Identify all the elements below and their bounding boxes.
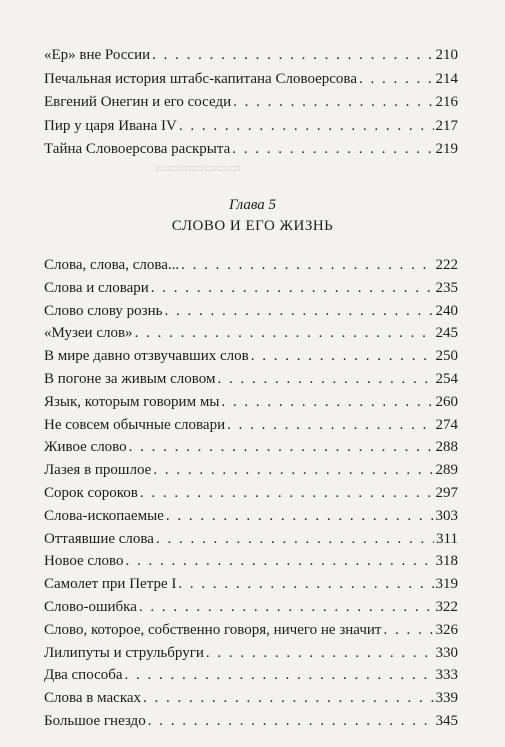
dot-leader [221,391,433,413]
toc-entry-page-number: 250 [435,348,458,365]
toc-entry-title: Слова и словари [44,279,149,296]
toc-entry-title: Пир у царя Ивана IV [44,117,177,134]
toc-entry-page-number: 260 [435,393,458,410]
toc-entry-title: Два способа [44,667,123,684]
toc-entry [44,619,458,641]
toc-entry-page-number: 339 [435,690,458,707]
toc-entry-title: Слова, слова, слова... [44,257,180,273]
toc-entry [44,573,458,595]
dot-leader [181,254,433,276]
toc-entry-title: Слова в масках [44,690,142,707]
toc-entry [44,345,458,367]
toc-entry-page-number: 222 [435,257,458,273]
toc-entry-title: Новое слово [44,553,124,570]
toc-entry-title: Не совсем обычные словари [44,416,226,433]
dot-leader [126,550,434,572]
toc-entry [44,254,458,276]
toc-entry-page-number: 245 [435,325,458,342]
toc-entry [44,528,458,550]
dot-leader [232,138,433,160]
dot-leader [139,596,434,618]
toc-entry-title: Живое слово [44,439,127,456]
toc-entry-title: Евгений Онегин и его соседи [44,94,232,111]
toc-entry-title: В погоне за живым словом [44,371,216,387]
toc-entry-title: Тайна Словоерсова раскрыта [44,141,231,158]
toc-entry-page-number: 322 [435,599,458,615]
toc-entry [44,596,458,618]
toc-entry [44,91,458,113]
toc-entry-page-number: 318 [435,553,458,570]
dot-leader [151,277,434,299]
toc-entry-page-number: 274 [435,416,458,433]
toc-entry [44,277,458,299]
toc-entry [44,710,458,732]
dot-leader [178,573,433,595]
dot-leader [156,528,434,550]
toc-entry [44,300,458,322]
toc-entry-title: «Музеи слов» [44,325,133,342]
toc-entry-page-number: 326 [435,621,458,638]
dot-leader [179,115,434,137]
dot-leader [206,642,434,664]
toc-entry [44,115,458,137]
dot-leader [143,687,433,709]
toc-entry-page-number: 210 [435,47,458,63]
toc-entry [44,482,458,504]
dot-leader [125,664,434,686]
toc-entry [44,642,458,664]
toc-entry-title: Большое гнездо [44,713,146,729]
toc-entry-title: Лазея в прошлое [44,462,152,479]
toc-entry [44,505,458,527]
toc-entry-title: Сорок сороков [44,485,138,501]
dot-leader [166,505,434,527]
toc-entry-page-number: 288 [435,439,458,456]
toc-entry [44,664,458,686]
toc-entry-page-number: 240 [435,302,458,319]
toc-entry-page-number: 303 [435,507,458,524]
dot-leader [148,710,434,732]
toc-entry-page-number: 319 [435,576,458,593]
dot-leader [152,44,433,66]
toc-entry [44,550,458,572]
dot-leader [129,436,434,458]
toc-entry-title: Лилипуты и струльбруги [44,644,204,661]
toc-entry-page-number: 345 [435,713,458,729]
toc-entry [44,138,458,160]
toc-entry [44,44,458,66]
toc-entry-title: Самолет при Петре I [44,576,177,593]
toc-entry [44,68,458,90]
dot-leader [227,414,433,436]
dot-leader [164,300,433,322]
toc-entry-title: В мире давно отзвучавших слов [44,348,249,365]
toc-entry-title: Слова-ископаемые [44,507,164,524]
dot-leader [135,322,434,344]
toc-entry [44,459,458,481]
toc-entry-page-number: 235 [435,279,458,296]
toc-entry [44,414,458,436]
toc-entry-page-number: 219 [435,141,458,158]
toc-entry-title: Оттаявшие слова [44,530,154,547]
toc-entry-page-number: 289 [435,462,458,479]
dot-leader [140,482,434,504]
toc-entry-page-number: 330 [435,644,458,661]
toc-entry [44,391,458,413]
toc-entry-page-number: 333 [435,667,458,684]
toc-entry [44,322,458,344]
toc-entry-title: Язык, которым говорим мы [44,393,220,410]
toc-entry-title: «Ер» вне России [44,47,151,63]
dot-leader [359,68,434,90]
dot-leader [153,459,433,481]
dot-leader [383,619,433,641]
bleed-through-mark: ▭▭▭▭▭▭▭ [155,160,241,175]
dot-leader [251,345,434,367]
toc-entry-title: Слово слову рознь [44,302,163,319]
toc-entry-page-number: 217 [435,117,458,134]
chapter-label: Глава 5 [228,197,277,213]
toc-entry [44,687,458,709]
toc-entry-page-number: 254 [435,371,458,387]
toc-entry-page-number: 297 [435,485,458,501]
toc-entry [44,436,458,458]
chapter-title: СЛОВО И ЕГО ЖИЗНЬ [171,218,334,234]
toc-entry-page-number: 311 [436,530,458,547]
toc-entry-page-number: 214 [435,70,458,87]
toc-entry [44,368,458,390]
dot-leader [217,368,433,390]
dot-leader [233,91,433,113]
toc-entry-title: Слово, которое, собственно говоря, ничего не значит [44,621,382,638]
toc-entry-title: Печальная история штабс-капитана Словоерсова [44,70,357,87]
toc-entry-page-number: 216 [435,94,458,111]
toc-entry-title: Слово-ошибка [44,599,137,615]
